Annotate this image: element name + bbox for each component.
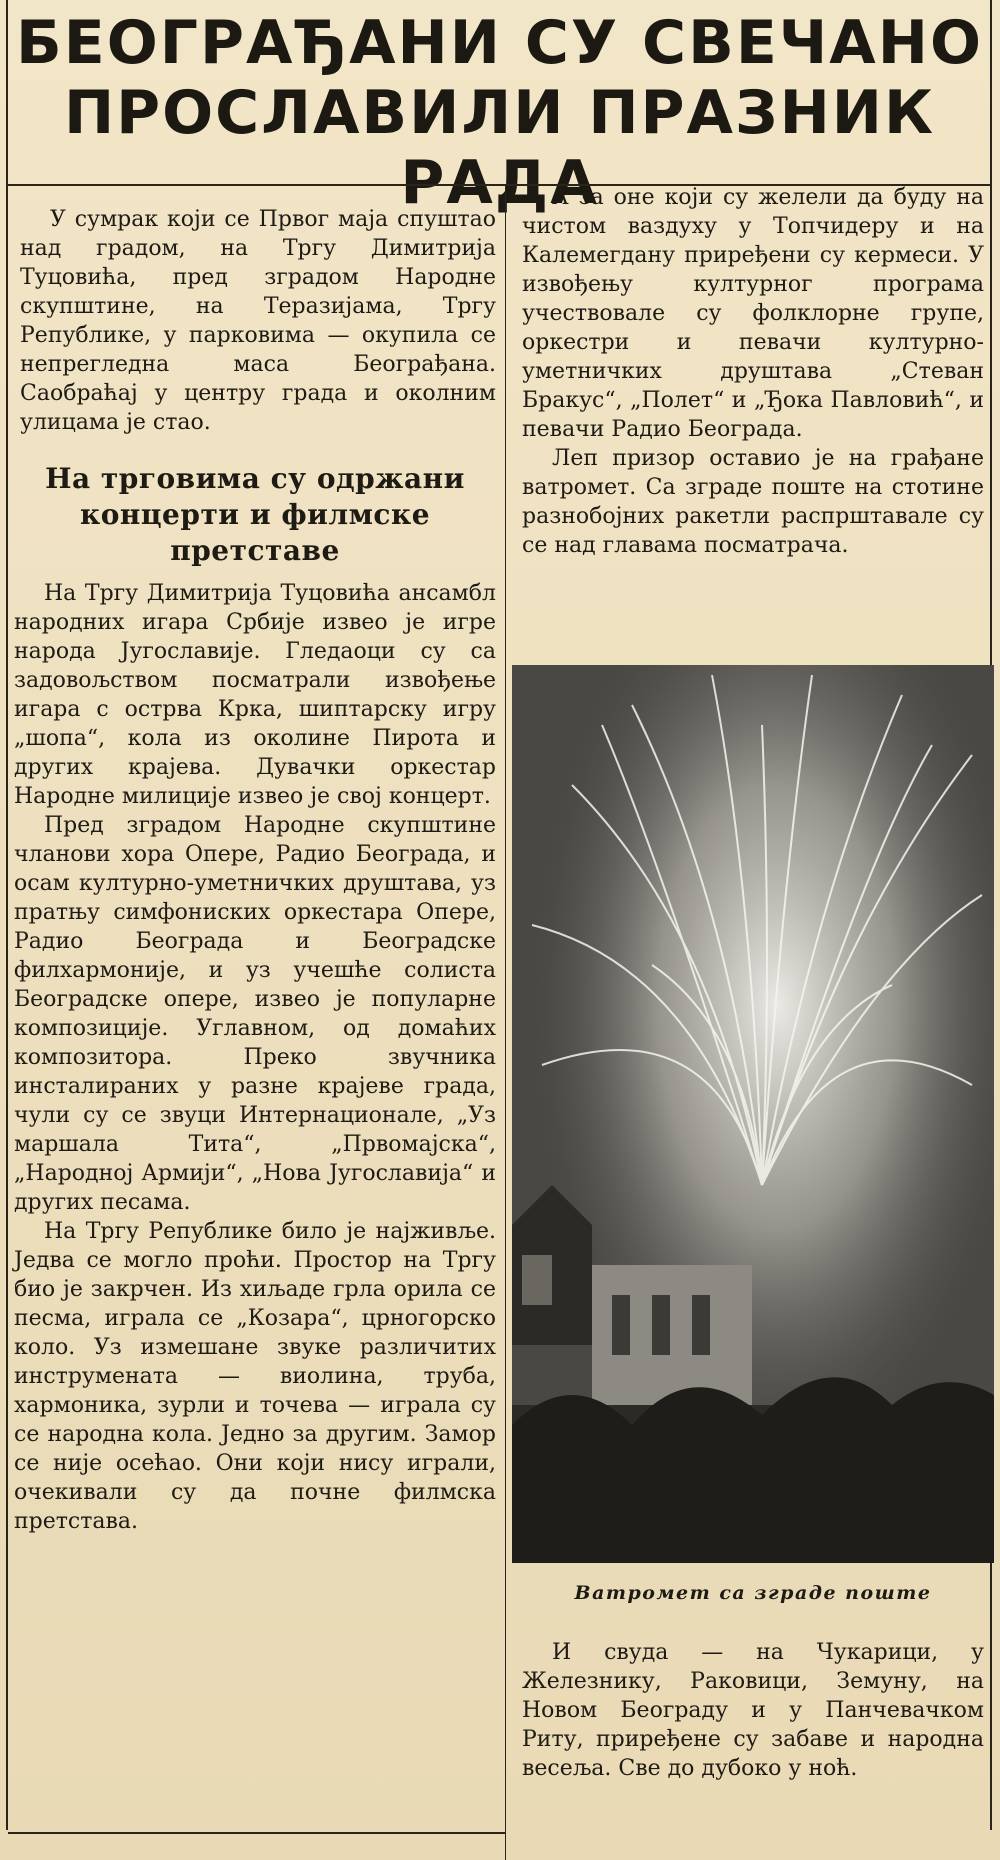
body-paragraph: И свуда — на Чукарици, у Железнику, Раковици, Земуну, на Новом Београду и у Панчевачком Риту, приређене су забаве и народна весеља. Све до дубоко у ноћ.: [522, 1640, 984, 1781]
photo-caption: Ватромет са зграде поште: [574, 1582, 932, 1604]
column-divider: [505, 186, 506, 1860]
article-subheading: На трговима су одржани концерти и филмске претставе: [45, 462, 465, 567]
article-headline: БЕОГРАЂАНИ СУ СВЕЧАНО ПРОСЛАВИЛИ ПРАЗНИК РАДА: [16, 8, 983, 218]
right-column: [522, 183, 984, 560]
right-column-bottom: [522, 1638, 984, 1783]
fireworks-photo: [512, 665, 994, 1563]
left-column: [14, 205, 496, 1536]
lead-paragraph: У сумрак који се Првог маја спуштао над градом, на Тргу Димитрија Туцовића, пред зградом Народне скупштине, на Теразијама, Тргу Републике, у парковима — окупила се непрегледна маса Београђана. Саобраћај у центру града и околним улицама је стао.: [20, 207, 496, 435]
body-paragraph: На Тргу Димитрија Туцовића ансамбл народних игара Србије извео је игре народа Југославије. Гледаоци су са задовољством посматрали извођење игара с острва Крка, шиптарску игру „шопа“, кола из околине Пирота и других крајева. Дувачки оркестар Народне милиције извео је свој концерт.: [14, 581, 496, 809]
fireworks-illustration: [512, 665, 994, 1563]
body-paragraph: Леп призор оставио је на грађане ватромет. Са зграде поште на стотине разнобојних ракетли распрштавале су се над главама посматрача.: [522, 446, 984, 558]
body-paragraph: А за оне који су желели да буду на чистом ваздуху у Топчидеру и на Калемегдану приређени су кермеси. У извођењу културног програма учествовале су фолклорне групе, оркестри и певачи културно-уметничких друштава „Стеван Бракус“, „Полет“ и „Ђока Павловић“, и певачи Радио Београда.: [522, 185, 984, 442]
body-paragraph: Пред зградом Народне скупштине чланови хора Опере, Радио Београда, и осам културно-уметничких друштава, уз пратњу симфониских оркестара Опере, Радио Београда и Београдске филхармоније, и уз учешће солиста Београдске опере, извео је популарне композиције. Углавном, од домаћих композитора. Преко звучника инсталираних у разне крајеве града, чули су се звуци Интернационале, „Уз маршала Тита“, „Првомајска“, „Народној Армији“, „Нова Југославија“ и других песама.: [14, 813, 496, 1215]
body-paragraph: На Тргу Републике било је најживље. Једва се могло проћи. Простор на Тргу био је закрчен. Из хиљаде грла орила се песма, играла се „Козара“, црногорско коло. Уз измешане звуке различитих инструмената — виолина, труба, хармоника, зурли и точева — играла су се народна кола. Једно за другим. Замор се није осећао. Они који нису играли, очекивали су да почне филмска претстава.: [14, 1219, 496, 1534]
bottom-divider: [8, 1832, 506, 1834]
